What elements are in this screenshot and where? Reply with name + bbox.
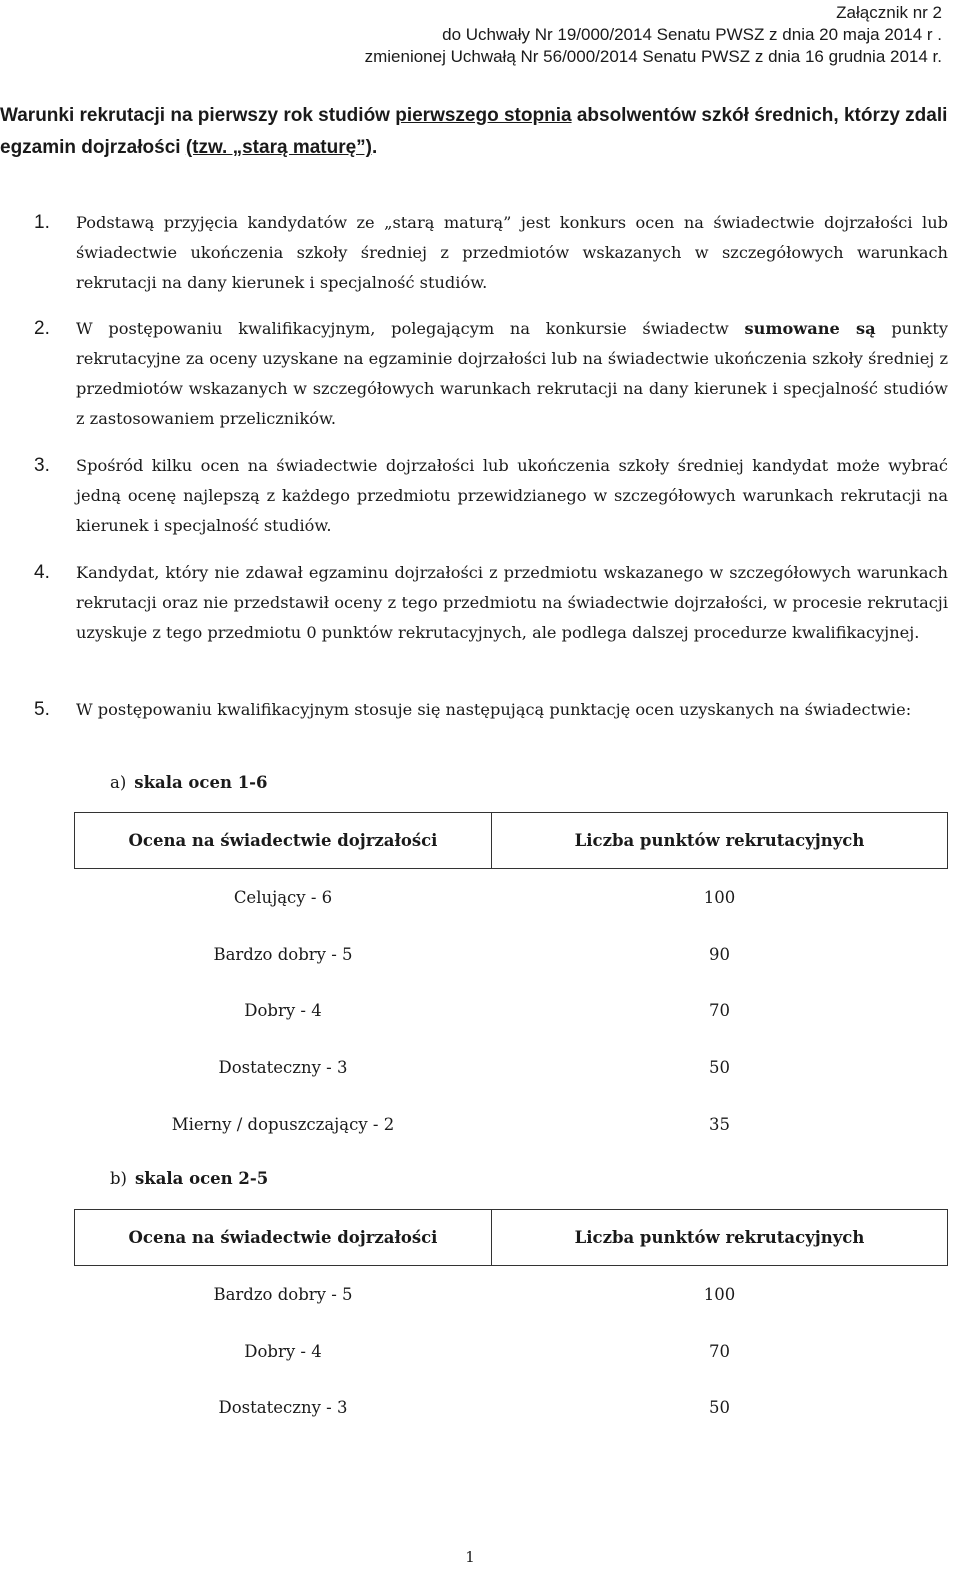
column-header-grade: Ocena na świadectwie dojrzałości: [75, 1210, 492, 1266]
grade-cell: Dobry - 4: [244, 1001, 322, 1021]
scale-a-marker: a): [110, 773, 127, 792]
page-number: 1: [465, 1548, 475, 1566]
rule-item-4: [34, 558, 948, 648]
points-cell: 100: [703, 1284, 736, 1304]
points-cell: 50: [709, 1398, 730, 1418]
attachment-header: [365, 2, 942, 68]
rule-text: W postępowaniu kwalifikacyjnym stosuje się następującą punktację ocen uzyskanych na świadectwie:: [76, 700, 912, 719]
grade-cell: Celujący - 6: [233, 887, 333, 907]
table-header-row: [75, 813, 948, 869]
points-cell: 90: [709, 944, 730, 964]
rule-item-2: [34, 314, 948, 434]
table-row: [75, 982, 948, 1039]
column-header-points: Liczba punktów rekrutacyjnych: [492, 813, 948, 869]
rule-number: 5.: [34, 699, 50, 720]
rule-text: W postępowaniu kwalifikacyjnym, polegającym na konkursie świadectw sumowane są punkty rekrutacyjne za oceny uzyskane na egzaminie dojrzałości lub na świadectwie ukończenia szkoły średniej z przedmiotów wskazanych w szczegółowych warunkach rekrutacji na dany kierunek i specjalność studiów z zastosowaniem przeliczników.: [76, 319, 948, 428]
rule-item-5: [34, 695, 948, 725]
rule-item-1: [34, 208, 948, 298]
table-row: [75, 1096, 948, 1153]
scale-a-heading: [110, 768, 268, 798]
rule-number: 4.: [34, 562, 50, 583]
grade-cell: Dobry - 4: [244, 1341, 322, 1361]
points-cell: 70: [709, 1001, 730, 1021]
scale-b-heading: [110, 1164, 268, 1194]
points-cell: 50: [709, 1057, 730, 1077]
grade-points-table-1-6: [74, 812, 948, 1152]
points-cell: 35: [709, 1114, 730, 1134]
grade-cell: Bardzo dobry - 5: [213, 1284, 353, 1304]
scale-a-label: skala ocen 1-6: [134, 773, 268, 792]
grade-cell: Dostateczny - 3: [218, 1398, 348, 1418]
scale-b-marker: b): [110, 1169, 127, 1188]
points-cell: 100: [703, 887, 736, 907]
rule-text: Podstawą przyjęcia kandydatów ze „starą maturą” jest konkurs ocen na świadectwie dojrzałości lub świadectwie ukończenia szkoły średniej z przedmiotów wskazanych w szczegółowych warunkach rekrutacji na dany kierunek i specjalność studiów.: [76, 213, 948, 292]
rule-item-3: [34, 451, 948, 541]
grade-cell: Bardzo dobry - 5: [213, 944, 353, 964]
column-header-points: Liczba punktów rekrutacyjnych: [492, 1210, 948, 1266]
table-row: [75, 1323, 948, 1380]
table-header-row: [75, 1210, 948, 1266]
attachment-number: Załącznik nr 2: [836, 3, 942, 22]
resolution-reference: do Uchwały Nr 19/000/2014 Senatu PWSZ z dnia 20 maja 2014 r .: [442, 25, 942, 44]
table-row: [75, 869, 948, 926]
rule-number: 1.: [34, 212, 50, 233]
emphasis-text: sumowane są: [744, 319, 876, 338]
scale-b-label: skala ocen 2-5: [135, 1169, 269, 1188]
amendment-reference: zmienionej Uchwałą Nr 56/000/2014 Senatu PWSZ z dnia 16 grudnia 2014 r.: [364, 47, 942, 66]
table-row: [75, 1039, 948, 1096]
table-row: [75, 1379, 948, 1436]
title-underlined-degree: pierwszego stopnia: [395, 105, 572, 126]
column-header-grade: Ocena na świadectwie dojrzałości: [75, 813, 492, 869]
points-cell: 70: [709, 1341, 730, 1361]
grade-points-table-2-5: [74, 1209, 948, 1436]
rule-number: 3.: [34, 455, 50, 476]
rule-text: Kandydat, który nie zdawał egzaminu dojrzałości z przedmiotu wskazanego w szczegółowych warunkach rekrutacji oraz nie przedstawił oceny z tego przedmiotu na świadectwie dojrzałości, w procesie rekrutacji uzyskuje z tego przedmiotu 0 punktów rekrutacyjnych, ale podlega dalszej procedurze kwalifikacyjnej.: [76, 563, 948, 642]
title-underlined-matura: (tzw. „starą maturę”): [185, 137, 372, 158]
grade-cell: Mierny / dopuszczający - 2: [171, 1114, 395, 1134]
document-title: Warunki rekrutacji na pierwszy rok studiów pierwszego stopnia absolwentów szkół średnich, którzy zdali egzamin dojrzałości (tzw. „starą maturę”).: [0, 105, 948, 158]
rule-number: 2.: [34, 318, 50, 339]
rule-text: Spośród kilku ocen na świadectwie dojrzałości lub ukończenia szkoły średniej kandydat może wybrać jedną ocenę najlepszą z każdego przedmiotu przewidzianego w szczegółowych warunkach rekrutacji na kierunek i specjalność studiów.: [76, 456, 948, 535]
table-row: [75, 926, 948, 983]
table-row: [75, 1266, 948, 1323]
grade-cell: Dostateczny - 3: [218, 1057, 348, 1077]
